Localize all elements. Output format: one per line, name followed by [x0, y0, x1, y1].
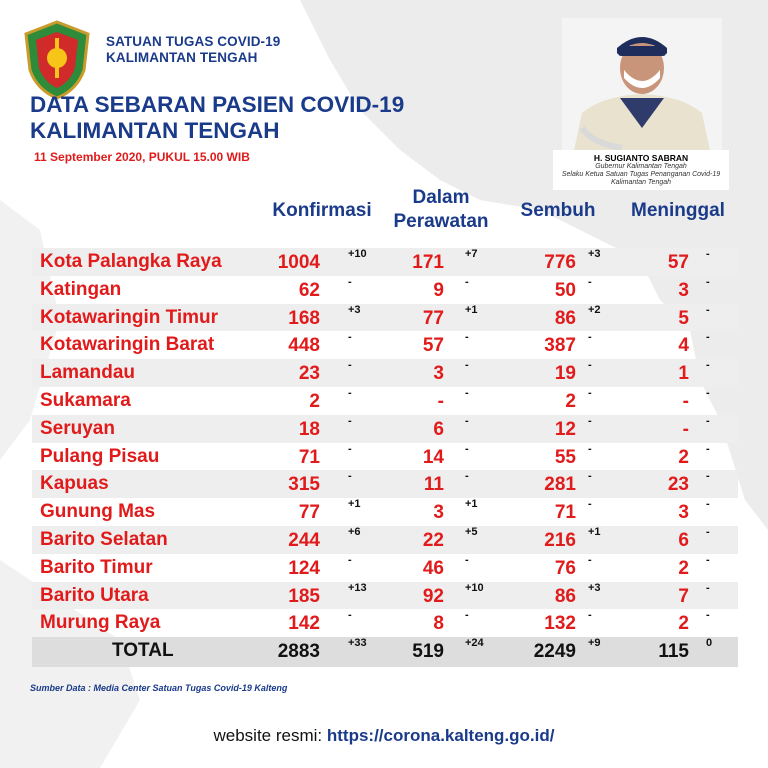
delta-k: +10 — [348, 248, 367, 260]
table-row — [32, 609, 738, 637]
table-row — [32, 526, 738, 554]
value-s: 19 — [554, 363, 576, 385]
governor-portrait — [562, 18, 722, 160]
value-s: 387 — [544, 335, 576, 357]
table-row — [32, 248, 738, 276]
value-p: 11 — [423, 474, 444, 496]
delta-k: - — [348, 359, 352, 372]
delta-m: - — [706, 331, 710, 344]
delta-p: - — [465, 609, 469, 622]
value-s: 2249 — [533, 641, 576, 663]
table-row — [32, 415, 738, 443]
region-name: Kapuas — [40, 473, 109, 495]
table-row — [32, 331, 738, 359]
value-p: 6 — [433, 418, 444, 440]
delta-s: +3 — [588, 581, 601, 594]
value-p: 92 — [422, 585, 444, 607]
value-s: 71 — [554, 502, 576, 524]
delta-s: - — [588, 414, 592, 427]
province-emblem-icon — [22, 20, 92, 100]
caption-line3: Kalimantan Tengah — [610, 179, 672, 186]
delta-s: - — [588, 359, 592, 372]
delta-s: +1 — [588, 525, 601, 538]
delta-p: - — [465, 386, 469, 399]
value-m: 2 — [678, 446, 689, 468]
region-name: Lamandau — [40, 362, 136, 384]
table-row — [32, 470, 738, 498]
region-name: Seruyan — [40, 417, 115, 439]
header-meninggal: Meninggal — [631, 200, 725, 221]
delta-s: - — [588, 275, 592, 288]
delta-p: - — [465, 553, 469, 566]
delta-k: - — [348, 414, 352, 427]
region-name: Barito Utara — [40, 584, 149, 606]
value-m: 57 — [667, 252, 689, 273]
delta-s: - — [588, 331, 592, 344]
value-k: 448 — [288, 335, 320, 357]
delta-k: - — [348, 553, 352, 566]
value-k: 18 — [298, 418, 320, 440]
value-m: - — [682, 390, 689, 412]
delta-m: - — [706, 553, 710, 566]
delta-s: +3 — [588, 248, 601, 260]
delta-s: - — [588, 386, 592, 399]
delta-m: - — [706, 303, 710, 316]
table-row — [32, 304, 738, 332]
value-k: 185 — [288, 585, 320, 607]
portrait-caption — [553, 150, 729, 190]
value-k: 2 — [309, 390, 320, 412]
value-m: 3 — [678, 279, 689, 301]
delta-m: 0 — [706, 637, 713, 650]
delta-k: +6 — [348, 525, 361, 538]
title-line2: KALIMANTAN TENGAH — [30, 118, 280, 143]
value-m: 2 — [678, 613, 689, 635]
delta-p: - — [465, 331, 469, 344]
data-source: Sumber Data : Media Center Satuan Tugas Covid-19 Kalteng — [30, 683, 288, 693]
caption-line1: Gubernur Kalimantan Tengah — [595, 163, 687, 170]
delta-k: +33 — [348, 637, 367, 650]
value-s: 86 — [554, 307, 576, 329]
delta-p: +7 — [465, 248, 478, 260]
value-s: 216 — [544, 529, 576, 551]
delta-p: +1 — [465, 498, 478, 511]
website-line — [0, 726, 768, 746]
value-m: - — [682, 418, 689, 440]
delta-m: - — [706, 442, 710, 455]
report-date: 11 September 2020, PUKUL 15.00 WIB — [34, 150, 250, 164]
value-s: 776 — [544, 252, 576, 273]
region-name: Kota Palangka Raya — [40, 251, 222, 272]
delta-p: +24 — [465, 637, 484, 650]
value-k: 1004 — [277, 252, 320, 273]
value-k: 77 — [298, 502, 320, 524]
delta-p: +10 — [465, 581, 484, 594]
table-row — [32, 554, 738, 582]
value-k: 142 — [288, 613, 320, 635]
delta-m: - — [706, 248, 710, 260]
table-row — [32, 359, 738, 387]
org-line1: SATUAN TUGAS COVID-19 — [106, 34, 281, 49]
value-p: 171 — [412, 252, 444, 273]
delta-m: - — [706, 414, 710, 427]
region-name: TOTAL — [112, 640, 174, 662]
value-s: 50 — [554, 279, 576, 301]
value-m: 4 — [678, 335, 689, 357]
value-s: 86 — [554, 585, 576, 607]
value-m: 3 — [678, 502, 689, 524]
value-m: 5 — [678, 307, 689, 329]
value-k: 23 — [298, 363, 320, 385]
total-row — [32, 637, 738, 667]
delta-p: +5 — [465, 525, 478, 538]
delta-p: - — [465, 470, 469, 483]
header-perawatan — [385, 186, 497, 234]
data-table — [32, 248, 738, 667]
value-k: 315 — [288, 474, 320, 496]
value-p: 3 — [433, 502, 444, 524]
delta-p: +1 — [465, 303, 478, 316]
region-name: Gunung Mas — [40, 501, 156, 523]
header-perawatan-line2: Perawatan — [393, 211, 489, 232]
value-p: - — [437, 390, 444, 412]
value-p: 3 — [433, 363, 444, 385]
delta-p: - — [465, 442, 469, 455]
value-s: 55 — [554, 446, 576, 468]
caption-line2: Selaku Ketua Satuan Tugas Penanganan Covid-19 — [561, 171, 721, 178]
value-m: 6 — [678, 529, 689, 551]
value-p: 9 — [433, 279, 444, 301]
region-name: Murung Raya — [40, 612, 161, 634]
delta-m: - — [706, 386, 710, 399]
delta-k: +13 — [348, 581, 367, 594]
delta-k: +3 — [348, 303, 361, 316]
delta-k: - — [348, 331, 352, 344]
value-s: 281 — [544, 474, 576, 496]
delta-m: - — [706, 609, 710, 622]
value-s: 2 — [565, 390, 576, 412]
table-row — [32, 387, 738, 415]
value-p: 46 — [422, 557, 444, 579]
value-m: 23 — [667, 474, 689, 496]
delta-s: - — [588, 498, 592, 511]
delta-m: - — [706, 525, 710, 538]
delta-m: - — [706, 359, 710, 372]
header-perawatan-line1: Dalam — [412, 187, 470, 208]
delta-s: - — [588, 609, 592, 622]
header-konfirmasi: Konfirmasi — [272, 200, 372, 221]
value-p: 57 — [422, 335, 444, 357]
delta-m: - — [706, 275, 710, 288]
delta-k: - — [348, 470, 352, 483]
delta-s: - — [588, 553, 592, 566]
website-link[interactable]: https://corona.kalteng.go.id/ — [326, 726, 555, 745]
value-k: 124 — [288, 557, 320, 579]
value-m: 7 — [678, 585, 689, 607]
delta-m: - — [706, 498, 710, 511]
value-p: 77 — [422, 307, 444, 329]
delta-s: +9 — [588, 637, 601, 650]
delta-k: +1 — [348, 498, 361, 511]
value-p: 519 — [412, 641, 444, 663]
table-row — [32, 498, 738, 526]
page-title — [30, 92, 404, 144]
table-row — [32, 582, 738, 610]
region-name: Kotawaringin Timur — [40, 306, 219, 328]
delta-p: - — [465, 359, 469, 372]
value-p: 8 — [433, 613, 444, 635]
region-name: Barito Selatan — [40, 528, 168, 550]
delta-k: - — [348, 275, 352, 288]
value-p: 22 — [422, 529, 444, 551]
region-name: Kotawaringin Barat — [40, 334, 215, 356]
value-s: 132 — [544, 613, 576, 635]
org-name — [106, 34, 280, 66]
value-s: 76 — [554, 557, 576, 579]
value-m: 115 — [658, 641, 689, 663]
header-sembuh: Sembuh — [520, 200, 596, 221]
value-k: 2883 — [277, 641, 320, 663]
delta-k: - — [348, 386, 352, 399]
delta-m: - — [706, 581, 710, 594]
delta-s: +2 — [588, 303, 601, 316]
value-k: 71 — [298, 446, 320, 468]
delta-p: - — [465, 414, 469, 427]
value-k: 62 — [298, 279, 320, 301]
org-line2: KALIMANTAN TENGAH — [106, 50, 258, 65]
value-p: 14 — [422, 446, 444, 468]
value-k: 244 — [288, 529, 320, 551]
delta-m: - — [706, 470, 710, 483]
delta-s: - — [588, 442, 592, 455]
delta-k: - — [348, 609, 352, 622]
delta-k: - — [348, 442, 352, 455]
region-name: Katingan — [40, 278, 122, 300]
value-k: 168 — [288, 307, 320, 329]
title-line1: DATA SEBARAN PASIEN COVID-19 — [30, 92, 405, 117]
value-m: 2 — [678, 557, 689, 579]
table-row — [32, 443, 738, 471]
caption-name: H. SUGIANTO SABRAN — [593, 153, 689, 163]
website-label: website resmi: — [213, 726, 323, 745]
delta-p: - — [465, 275, 469, 288]
region-name: Barito Timur — [40, 556, 153, 578]
region-name: Sukamara — [40, 389, 131, 411]
table-row — [32, 276, 738, 304]
value-s: 12 — [554, 418, 576, 440]
value-m: 1 — [678, 363, 689, 385]
region-name: Pulang Pisau — [40, 445, 160, 467]
delta-s: - — [588, 470, 592, 483]
